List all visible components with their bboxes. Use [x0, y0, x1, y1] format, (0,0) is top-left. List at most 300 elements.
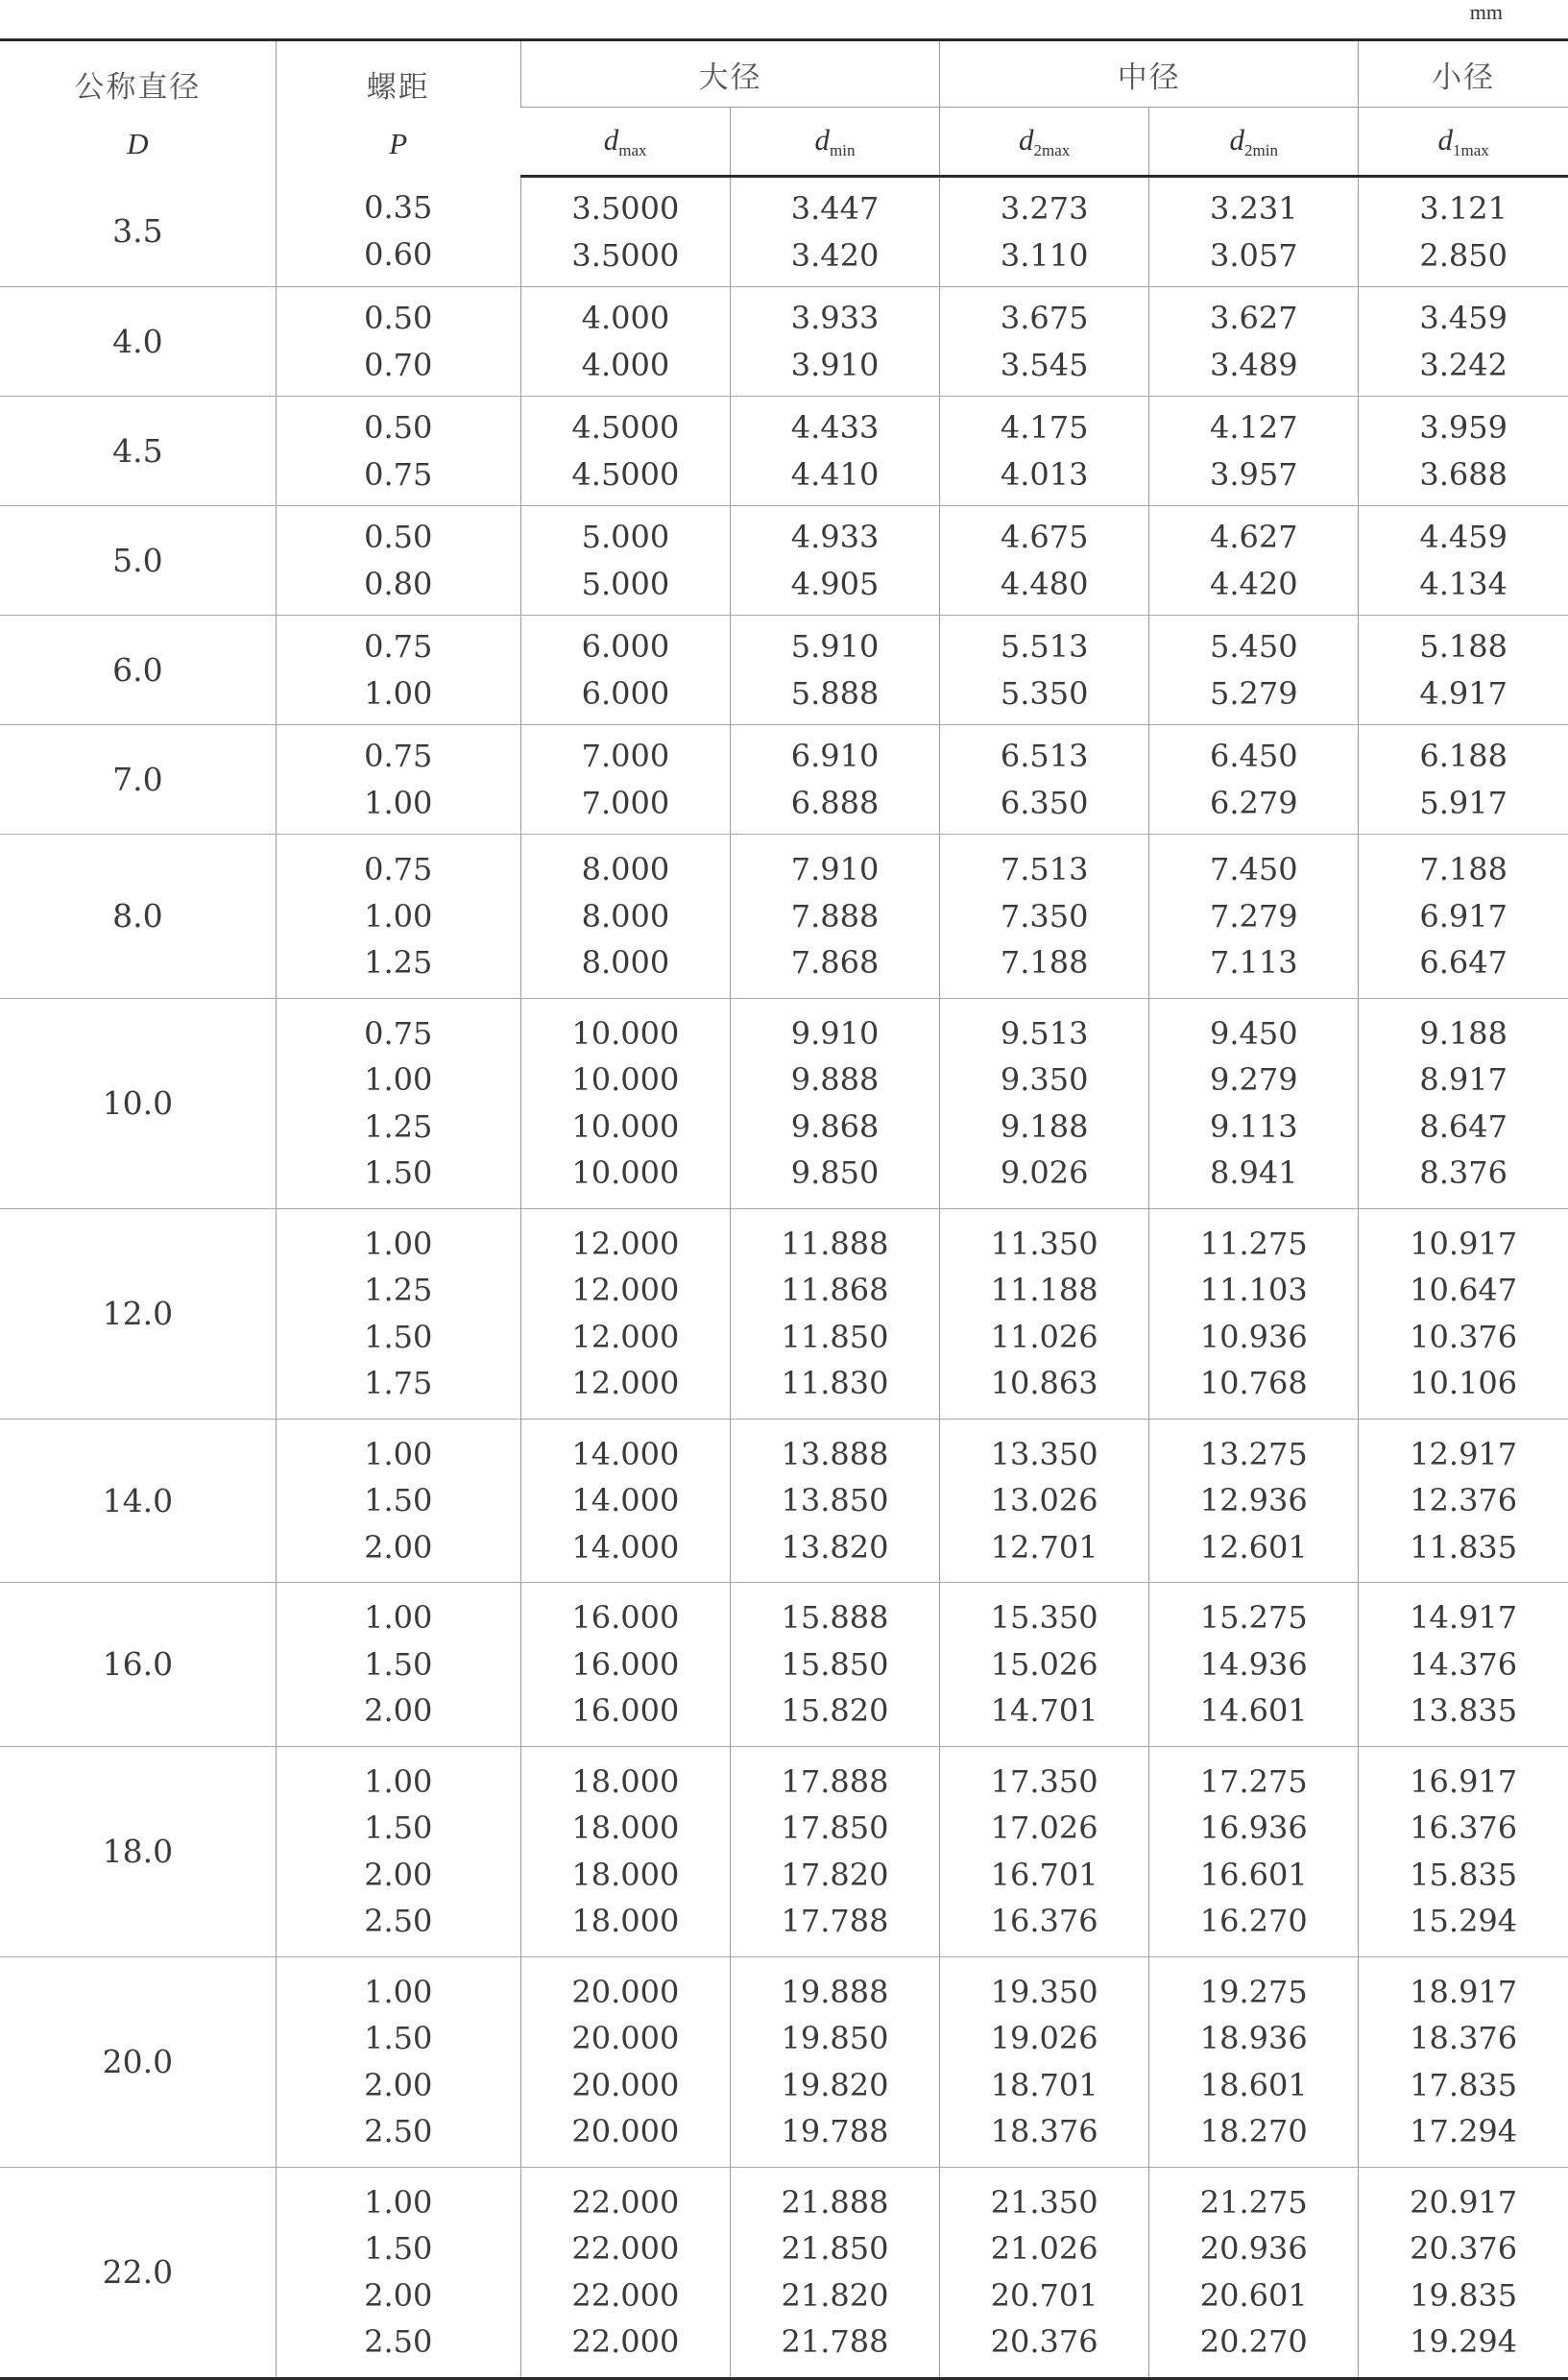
pitch-cell: [276, 835, 520, 999]
pitch-value: 2.00: [364, 2066, 433, 2103]
d1-max-value: 10.376: [1410, 1318, 1518, 1355]
d-min-value: 21.788: [781, 2323, 889, 2360]
d-min-cell: [730, 287, 939, 397]
d1-max-cell: [1359, 835, 1568, 999]
d2-max-value: 19.026: [990, 2020, 1098, 2056]
unit-label: mm: [1469, 0, 1503, 24]
d1-max-value: 8.647: [1419, 1107, 1508, 1145]
diameter-group: [0, 506, 1568, 616]
nominal-diameter-cell: 5.0: [0, 506, 276, 616]
pitch-value: 1.50: [364, 2020, 433, 2056]
d2-min-value: 16.270: [1199, 1903, 1308, 1939]
d2-max-cell: [940, 1746, 1149, 1956]
d2-max-cell: [940, 725, 1149, 835]
nominal-diameter-cell: 3.5: [0, 177, 276, 287]
nominal-diameter-cell: 22.0: [0, 2167, 276, 2378]
d1-max-value: 5.917: [1419, 784, 1508, 821]
diameter-group: [0, 1583, 1568, 1747]
pitch-value: 1.00: [364, 897, 433, 935]
d-max-value: 4.5000: [571, 455, 680, 493]
d-min-value: 19.788: [781, 2113, 889, 2149]
d1-max-value: 8.917: [1419, 1061, 1508, 1098]
pitch-cell: [276, 616, 520, 725]
d-min-value: 11.868: [781, 1272, 889, 1308]
d1-max-cell: [1359, 177, 1568, 287]
diameter-group: [0, 287, 1568, 397]
d2-max-value: 9.026: [1000, 1154, 1089, 1191]
d1-max-cell: [1359, 998, 1568, 1208]
d-max-value: 12.000: [571, 1225, 680, 1262]
d1-max-value: 10.917: [1410, 1225, 1518, 1262]
pitch-value: 1.50: [364, 1154, 433, 1191]
diameter-group: [0, 725, 1568, 835]
d1-max-value: 18.917: [1410, 1973, 1518, 2010]
d-max-cell: [520, 397, 730, 506]
d2-max-cell: [940, 835, 1149, 999]
d2-max-value: 4.480: [1000, 565, 1089, 602]
d-max-cell: [520, 2167, 730, 2378]
diameter-group: [0, 177, 1568, 287]
d-min-value: 7.910: [790, 851, 880, 887]
d2-max-value: 3.545: [1000, 346, 1089, 383]
d-min-value: 4.933: [790, 519, 880, 555]
d-min-value: 5.888: [790, 674, 880, 712]
d1-max-value: 17.835: [1410, 2066, 1518, 2103]
nominal-diameter-cell: 4.0: [0, 287, 276, 397]
nominal-diameter-cell: 12.0: [0, 1208, 276, 1419]
d2-min-value: 20.601: [1199, 2276, 1308, 2314]
d-max-value: 12.000: [571, 1318, 680, 1355]
d2-min-value: 21.275: [1199, 2183, 1308, 2221]
pitch-value: 1.00: [364, 1762, 433, 1800]
major-diameter-header: 大径: [520, 40, 939, 108]
d-max-value: 10.000: [571, 1154, 680, 1191]
pitch-value: 0.75: [364, 851, 433, 887]
d1-max-value: 7.188: [1419, 851, 1508, 887]
d1-max-value: 4.459: [1419, 519, 1508, 555]
d1-max-cell: [1359, 725, 1568, 835]
d2-max-value: 12.701: [990, 1528, 1098, 1566]
d2-min-value: 6.450: [1209, 738, 1298, 774]
d-max-value: 14.000: [571, 1435, 680, 1472]
table-row: [0, 1208, 1568, 1419]
d2-max-cell: [940, 1419, 1149, 1583]
d-min-value: 21.888: [781, 2183, 889, 2221]
nominal-diameter-cell: 8.0: [0, 835, 276, 999]
d1-max-value: 2.850: [1419, 236, 1508, 274]
d-max-value: 4.000: [581, 346, 670, 383]
pitch-diameter-header: 中径: [940, 40, 1359, 108]
d2-max-cell: [940, 2167, 1149, 2378]
d-min-value: 3.420: [790, 236, 880, 274]
d1-max-value: 3.121: [1419, 190, 1508, 227]
pitch-value: 2.00: [364, 1692, 433, 1729]
d2-min-value: 4.627: [1209, 519, 1298, 555]
table-row: [0, 287, 1568, 397]
d-max-cell: [520, 287, 730, 397]
d2-min-value: 3.627: [1209, 300, 1298, 336]
d2-min-value: 18.601: [1199, 2066, 1308, 2103]
d-max-cell: [520, 998, 730, 1208]
d2-min-header: $d_{2min}$: [1149, 108, 1359, 177]
d-max-value: 14.000: [571, 1528, 680, 1566]
d-min-value: 21.850: [781, 2230, 889, 2267]
d2-max-cell: [940, 616, 1149, 725]
d1-max-value: 16.376: [1410, 1809, 1518, 1846]
d1-max-cell: [1359, 1583, 1568, 1747]
d-max-value: 10.000: [571, 1061, 680, 1098]
d2-min-cell: [1149, 998, 1359, 1208]
d1-max-value: 15.294: [1410, 1903, 1518, 1939]
nominal-diameter-cell: 6.0: [0, 616, 276, 725]
d2-min-cell: [1149, 1746, 1359, 1956]
d-min-value: 17.788: [781, 1903, 889, 1939]
pitch-value: 0.50: [364, 300, 433, 336]
d1-max-value: 4.134: [1419, 565, 1508, 602]
d-min-value: 6.888: [790, 784, 880, 821]
pitch-cell: [276, 1583, 520, 1747]
d2-max-value: 4.013: [1000, 455, 1089, 493]
d1-max-value: 4.917: [1419, 674, 1508, 712]
d-min-value: 19.850: [781, 2020, 889, 2056]
d2-max-value: 5.350: [1000, 674, 1089, 712]
d-min-value: 15.850: [781, 1645, 889, 1683]
d1-max-value: 10.106: [1410, 1365, 1518, 1401]
d1-max-value: 3.688: [1419, 455, 1508, 493]
d1-max-value: 12.917: [1410, 1435, 1518, 1472]
d2-min-value: 7.113: [1209, 944, 1298, 981]
pitch-value: 1.00: [364, 2183, 433, 2221]
d2-min-cell: [1149, 287, 1359, 397]
d-max-value: 16.000: [571, 1692, 680, 1729]
diameter-group: [0, 1956, 1568, 2167]
d2-max-cell: [940, 1208, 1149, 1419]
d1-max-value: 16.917: [1410, 1762, 1518, 1800]
d2-max-header: $d_{2max}$: [940, 108, 1149, 177]
pitch-cell: [276, 1208, 520, 1419]
d-max-cell: [520, 616, 730, 725]
d2-min-cell: [1149, 397, 1359, 506]
d-max-value: 22.000: [571, 2323, 680, 2360]
d2-min-cell: [1149, 616, 1359, 725]
d-min-cell: [730, 397, 939, 506]
table-row: [0, 1419, 1568, 1583]
d2-max-cell: [940, 1956, 1149, 2167]
d2-min-value: 12.936: [1199, 1482, 1308, 1518]
table-row: [0, 1956, 1568, 2167]
d2-max-value: 6.350: [1000, 784, 1089, 821]
d1-max-value: 6.917: [1419, 897, 1508, 935]
d-max-value: 8.000: [581, 944, 670, 981]
nominal-diameter-symbol: D: [127, 127, 149, 160]
d-min-value: 11.888: [781, 1225, 889, 1262]
nominal-diameter-cell: 10.0: [0, 998, 276, 1208]
pitch-cell: [276, 397, 520, 506]
d2-min-value: 16.601: [1199, 1856, 1308, 1893]
d-max-value: 12.000: [571, 1272, 680, 1308]
d-min-value: 7.888: [790, 897, 880, 935]
pitch-cell: [276, 506, 520, 616]
d2-min-value: 7.279: [1209, 897, 1298, 935]
diameter-group: [0, 616, 1568, 725]
d-max-value: 8.000: [581, 897, 670, 935]
d1-max-value: 17.294: [1410, 2113, 1518, 2149]
d2-min-value: 12.601: [1199, 1528, 1308, 1566]
d-max-value: 16.000: [571, 1645, 680, 1683]
d-max-value: 22.000: [571, 2230, 680, 2267]
d1-max-cell: [1359, 616, 1568, 725]
pitch-cell: [276, 1746, 520, 1956]
d2-min-value: 15.275: [1199, 1599, 1308, 1636]
d-max-cell: [520, 1419, 730, 1583]
diameter-group: [0, 835, 1568, 999]
d-min-value: 9.868: [790, 1107, 880, 1145]
d-min-value: 13.888: [781, 1435, 889, 1472]
diameter-group: [0, 1419, 1568, 1583]
d-min-value: 15.820: [781, 1692, 889, 1729]
d2-min-value: 5.450: [1209, 628, 1298, 665]
pitch-cell: [276, 1419, 520, 1583]
d2-min-value: 3.489: [1209, 346, 1298, 383]
d2-min-value: 20.270: [1199, 2323, 1308, 2360]
pitch-value: 1.00: [364, 1061, 433, 1098]
d2-min-value: 14.601: [1199, 1692, 1308, 1729]
pitch-value: 1.25: [364, 944, 433, 981]
d1-max-value: 8.376: [1419, 1154, 1508, 1191]
d-max-cell: [520, 1746, 730, 1956]
pitch-symbol: P: [389, 127, 408, 160]
pitch-value: 0.50: [364, 409, 433, 446]
d1-max-cell: [1359, 1746, 1568, 1956]
d-min-value: 15.888: [781, 1599, 889, 1636]
d2-max-value: 20.376: [990, 2323, 1098, 2360]
d-max-value: 22.000: [571, 2276, 680, 2314]
table-row: [0, 835, 1568, 999]
nominal-diameter-cell: 14.0: [0, 1419, 276, 1583]
d-min-value: 4.433: [790, 409, 880, 446]
d1-max-value: 10.647: [1410, 1272, 1518, 1308]
pitch-value: 1.25: [364, 1107, 433, 1145]
d-max-value: 4.000: [581, 300, 670, 336]
d2-max-cell: [940, 998, 1149, 1208]
table-row: [0, 725, 1568, 835]
d2-min-cell: [1149, 506, 1359, 616]
d2-min-value: 4.127: [1209, 409, 1298, 446]
d2-max-cell: [940, 506, 1149, 616]
d2-max-value: 21.026: [990, 2230, 1098, 2267]
d2-max-value: 18.376: [990, 2113, 1098, 2149]
d2-min-value: 14.936: [1199, 1645, 1308, 1683]
d-min-cell: [730, 725, 939, 835]
nominal-diameter-header: [0, 40, 276, 177]
d1-max-value: 3.959: [1419, 409, 1508, 446]
d-max-cell: [520, 1956, 730, 2167]
d2-max-value: 18.701: [990, 2066, 1098, 2103]
diameter-group: [0, 998, 1568, 1208]
d2-max-value: 5.513: [1000, 628, 1089, 665]
d-max-value: 12.000: [571, 1365, 680, 1401]
d2-min-cell: [1149, 177, 1359, 287]
table-row: [0, 1746, 1568, 1956]
pitch-header: [276, 40, 520, 177]
pitch-value: 1.50: [364, 2230, 433, 2267]
pitch-value: 2.00: [364, 1856, 433, 1893]
d1-max-cell: [1359, 397, 1568, 506]
d2-max-value: 3.110: [1000, 236, 1089, 274]
d-min-cell: [730, 998, 939, 1208]
d1-max-value: 20.376: [1410, 2230, 1518, 2267]
d2-max-value: 3.675: [1000, 300, 1089, 336]
d2-max-value: 4.675: [1000, 519, 1089, 555]
d-max-value: 10.000: [571, 1014, 680, 1052]
pitch-cell: [276, 287, 520, 397]
table-row: [0, 1583, 1568, 1747]
nominal-diameter-label: 公称直径: [74, 70, 202, 105]
d1-max-value: 20.917: [1410, 2183, 1518, 2221]
diameter-group: [0, 1746, 1568, 1956]
d2-min-value: 18.936: [1199, 2020, 1308, 2056]
thread-dimension-table: [0, 38, 1568, 2380]
pitch-value: 0.60: [364, 235, 433, 273]
d2-min-value: 3.057: [1209, 236, 1298, 274]
d-max-cell: [520, 1208, 730, 1419]
d2-max-value: 16.376: [990, 1903, 1098, 1939]
d-min-value: 9.888: [790, 1061, 880, 1098]
pitch-cell: [276, 2167, 520, 2378]
d1-max-value: 19.294: [1410, 2323, 1518, 2360]
d-max-value: 20.000: [571, 1973, 680, 2010]
d1-max-value: 3.459: [1419, 300, 1508, 336]
d1-max-cell: [1359, 1208, 1568, 1419]
d2-min-value: 8.941: [1209, 1154, 1298, 1191]
d1-max-cell: [1359, 1419, 1568, 1583]
d1-max-value: 6.188: [1419, 738, 1508, 774]
d-min-value: 17.888: [781, 1762, 889, 1800]
pitch-value: 1.50: [364, 1645, 433, 1683]
d2-min-cell: [1149, 1208, 1359, 1419]
pitch-value: 1.50: [364, 1809, 433, 1846]
d-max-value: 5.000: [581, 565, 670, 602]
d2-min-value: 16.936: [1199, 1809, 1308, 1846]
d-max-value: 6.000: [581, 674, 670, 712]
d2-min-cell: [1149, 2167, 1359, 2378]
pitch-label: 螺距: [366, 70, 430, 105]
d-max-value: 10.000: [571, 1107, 680, 1145]
d2-max-value: 14.701: [990, 1692, 1098, 1729]
nominal-diameter-cell: 4.5: [0, 397, 276, 506]
pitch-value: 1.50: [364, 1318, 433, 1355]
d-max-value: 20.000: [571, 2113, 680, 2149]
d-min-value: 17.850: [781, 1809, 889, 1846]
pitch-cell: [276, 998, 520, 1208]
d1-max-value: 12.376: [1410, 1482, 1518, 1518]
d1-max-cell: [1359, 506, 1568, 616]
d-min-value: 13.850: [781, 1482, 889, 1518]
nominal-diameter-cell: 20.0: [0, 1956, 276, 2167]
d2-min-value: 11.103: [1199, 1272, 1308, 1308]
d1-max-header: $d_{1max}$: [1359, 108, 1568, 177]
d2-min-value: 20.936: [1199, 2230, 1308, 2267]
d2-max-value: 15.350: [990, 1599, 1098, 1636]
d-min-cell: [730, 506, 939, 616]
d-min-value: 21.820: [781, 2276, 889, 2314]
d-min-value: 9.850: [790, 1154, 880, 1191]
d1-max-value: 13.835: [1410, 1692, 1518, 1729]
d2-max-cell: [940, 1583, 1149, 1747]
d2-max-value: 13.350: [990, 1435, 1098, 1472]
d2-max-value: 11.026: [990, 1318, 1098, 1355]
table-header: [0, 40, 1568, 177]
pitch-value: 0.35: [364, 189, 433, 227]
d-min-cell: [730, 1583, 939, 1747]
d-min-value: 4.410: [790, 455, 880, 493]
pitch-value: 0.75: [364, 628, 433, 665]
pitch-value: 2.50: [364, 2113, 433, 2149]
pitch-value: 0.80: [364, 565, 433, 602]
d-max-value: 4.5000: [571, 409, 680, 446]
table-row: [0, 177, 1568, 287]
pitch-value: 0.75: [364, 738, 433, 774]
d2-max-cell: [940, 397, 1149, 506]
nominal-diameter-cell: 7.0: [0, 725, 276, 835]
d1-max-value: 6.647: [1419, 944, 1508, 981]
pitch-value: 0.75: [364, 1014, 433, 1052]
d-min-value: 6.910: [790, 738, 880, 774]
table-row: [0, 998, 1568, 1208]
d-min-value: 11.850: [781, 1318, 889, 1355]
d-max-value: 5.000: [581, 519, 670, 555]
d-max-cell: [520, 835, 730, 999]
d2-max-value: 20.701: [990, 2276, 1098, 2314]
d1-max-value: 19.835: [1410, 2276, 1518, 2314]
d-min-cell: [730, 2167, 939, 2378]
d2-max-value: 17.026: [990, 1809, 1098, 1846]
d2-min-value: 10.768: [1199, 1365, 1308, 1401]
d2-max-value: 11.350: [990, 1225, 1098, 1262]
d1-max-value: 14.376: [1410, 1645, 1518, 1683]
d2-min-value: 10.936: [1199, 1318, 1308, 1355]
d-max-value: 22.000: [571, 2183, 680, 2221]
d-max-value: 16.000: [571, 1599, 680, 1636]
pitch-value: 1.00: [364, 1973, 433, 2010]
d2-min-cell: [1149, 1583, 1359, 1747]
d-max-value: 3.5000: [571, 236, 680, 274]
d-min-value: 4.905: [790, 565, 880, 602]
diameter-group: [0, 1208, 1568, 1419]
d-min-value: 19.820: [781, 2066, 889, 2103]
d-min-cell: [730, 1208, 939, 1419]
d2-min-value: 17.275: [1199, 1762, 1308, 1800]
d2-min-value: 18.270: [1199, 2113, 1308, 2149]
d-min-value: 9.910: [790, 1014, 880, 1052]
d2-min-cell: [1149, 1956, 1359, 2167]
d-max-value: 3.5000: [571, 190, 680, 227]
d-max-value: 20.000: [571, 2020, 680, 2056]
d-max-value: 6.000: [581, 628, 670, 665]
pitch-cell: [276, 1956, 520, 2167]
d2-max-value: 10.863: [990, 1365, 1098, 1401]
d2-max-value: 4.175: [1000, 409, 1089, 446]
pitch-value: 1.00: [364, 1225, 433, 1262]
d2-max-value: 13.026: [990, 1482, 1098, 1518]
d2-min-value: 9.279: [1209, 1061, 1298, 1098]
d2-min-value: 5.279: [1209, 674, 1298, 712]
d2-max-value: 6.513: [1000, 738, 1089, 774]
pitch-value: 1.00: [364, 784, 433, 821]
pitch-value: 1.25: [364, 1272, 433, 1308]
d2-min-cell: [1149, 725, 1359, 835]
d-max-value: 14.000: [571, 1482, 680, 1518]
